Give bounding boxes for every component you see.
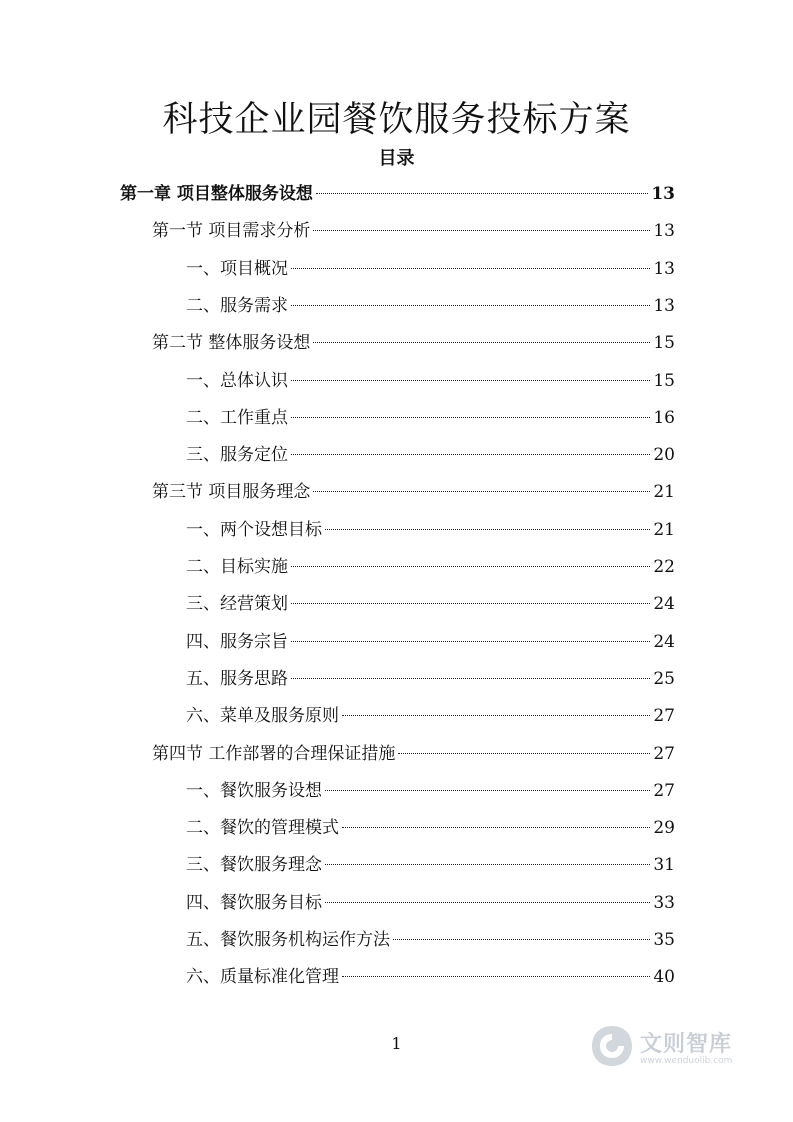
- toc-leader-dots: [398, 753, 650, 754]
- toc-entry[interactable]: [186, 661, 675, 698]
- toc-leader-dots: [291, 454, 650, 455]
- toc-entry-label: 第四节 工作部署的合理保证措施: [152, 743, 396, 764]
- toc-entry[interactable]: [186, 698, 675, 735]
- toc-entry[interactable]: [186, 885, 675, 922]
- toc-leader-dots: [393, 939, 650, 940]
- toc-entry-page: 27: [653, 780, 675, 801]
- watermark-name: 文则智库: [640, 1031, 733, 1057]
- toc-entry-label: 一、项目概况: [186, 258, 288, 279]
- toc-entry[interactable]: [152, 325, 675, 362]
- toc-entry-page: 13: [653, 221, 675, 242]
- toc-entry-label: 第三节 项目服务理念: [152, 482, 311, 503]
- toc-leader-dots: [291, 603, 650, 604]
- toc-entry-label: 一、餐饮服务设想: [186, 780, 322, 801]
- toc-entry[interactable]: [152, 213, 675, 250]
- toc-entry[interactable]: [186, 251, 675, 288]
- toc-entry-label: 第二节 整体服务设想: [152, 333, 311, 354]
- toc-entry[interactable]: [120, 176, 675, 213]
- toc-entry-page: 31: [653, 855, 675, 876]
- toc-entry-label: 五、服务思路: [186, 668, 288, 689]
- toc-entry-label: 第一节 项目需求分析: [152, 221, 311, 242]
- toc-entry-page: 35: [653, 930, 675, 950]
- toc-entry[interactable]: [186, 847, 675, 884]
- toc-entry[interactable]: [152, 474, 675, 511]
- toc-entry[interactable]: [152, 736, 675, 773]
- toc-leader-dots: [291, 641, 650, 642]
- toc-entry-label: 六、菜单及服务原则: [186, 706, 339, 727]
- toc-leader-dots: [313, 342, 650, 343]
- toc-entry-page: 13: [653, 295, 675, 316]
- toc-entry-page: 24: [653, 594, 675, 615]
- toc-entry-page: 24: [653, 631, 675, 652]
- page-number: 1: [391, 1034, 402, 1053]
- toc-entry-page: 15: [653, 370, 675, 391]
- toc-leader-dots: [291, 380, 650, 381]
- toc-entry-label: 三、餐饮服务理念: [186, 855, 322, 876]
- toc-entry-page: 25: [653, 668, 675, 689]
- toc-entry[interactable]: [186, 959, 675, 996]
- toc-entry-label: 四、服务宗旨: [186, 631, 288, 652]
- toc-entry-label: 一、总体认识: [186, 370, 288, 391]
- toc-entry[interactable]: [186, 624, 675, 661]
- toc-leader-dots: [325, 902, 650, 903]
- toc-entry-page: 27: [653, 743, 675, 764]
- toc-entry[interactable]: [186, 363, 675, 400]
- toc-leader-dots: [342, 715, 650, 716]
- toc-entry-label: 二、目标实施: [186, 557, 288, 577]
- toc-entry-label: 第一章 项目整体服务设想: [120, 184, 313, 204]
- toc-leader-dots: [342, 827, 650, 828]
- toc-entry-label: 三、服务定位: [186, 445, 288, 466]
- toc-entry-page: 29: [653, 818, 675, 839]
- toc-leader-dots: [342, 976, 650, 977]
- toc-entry-page: 20: [653, 445, 675, 466]
- toc-entry-page: 13: [651, 184, 675, 204]
- toc-leader-dots: [291, 268, 650, 269]
- wendu-logo-icon: [588, 1022, 636, 1070]
- toc-entry[interactable]: [186, 586, 675, 623]
- toc-entry[interactable]: [186, 549, 675, 586]
- toc-entry[interactable]: [186, 437, 675, 474]
- toc-entry-label: 一、两个设想目标: [186, 519, 322, 540]
- toc-leader-dots: [291, 305, 650, 306]
- toc-leader-dots: [325, 529, 650, 530]
- toc-entry[interactable]: [186, 512, 675, 549]
- toc-leader-dots: [313, 491, 650, 492]
- toc-leader-dots: [313, 230, 650, 231]
- toc-entry-label: 二、餐饮的管理模式: [186, 818, 339, 839]
- toc-entry-label: 六、质量标准化管理: [186, 967, 339, 988]
- toc-entry[interactable]: [186, 810, 675, 847]
- toc-leader-dots: [325, 864, 650, 865]
- toc-entry[interactable]: [186, 400, 675, 437]
- toc-entry[interactable]: [186, 773, 675, 810]
- document-title: 科技企业园餐饮服务投标方案: [162, 100, 631, 140]
- toc-entry-page: 21: [653, 519, 675, 540]
- toc-entry-page: 21: [653, 482, 675, 503]
- toc-entry-page: 40: [653, 967, 675, 988]
- toc-leader-dots: [325, 790, 650, 791]
- toc-entry[interactable]: [186, 288, 675, 325]
- toc-entry-label: 二、服务需求: [186, 295, 288, 316]
- toc-entry[interactable]: [186, 922, 675, 959]
- toc-heading: 目录: [378, 148, 415, 169]
- toc-entry-label: 三、经营策划: [186, 594, 288, 615]
- toc-entry-label: 四、餐饮服务目标: [186, 892, 322, 913]
- toc-entry-page: 27: [653, 706, 675, 727]
- watermark-url: www.wenduolib.com: [640, 1055, 733, 1066]
- toc-entry-page: 15: [653, 333, 675, 354]
- toc-entry-page: 13: [653, 258, 675, 279]
- toc-entry-page: 16: [653, 407, 675, 428]
- watermark: [588, 1018, 748, 1074]
- toc-leader-dots: [291, 566, 650, 567]
- toc-leader-dots: [291, 417, 650, 418]
- toc-entry-label: 五、餐饮服务机构运作方法: [186, 930, 390, 950]
- toc-entry-label: 二、工作重点: [186, 407, 288, 428]
- toc-entry-page: 33: [653, 892, 675, 913]
- toc-leader-dots: [291, 678, 650, 679]
- toc-leader-dots: [316, 193, 648, 194]
- toc-entry-page: 22: [653, 557, 675, 577]
